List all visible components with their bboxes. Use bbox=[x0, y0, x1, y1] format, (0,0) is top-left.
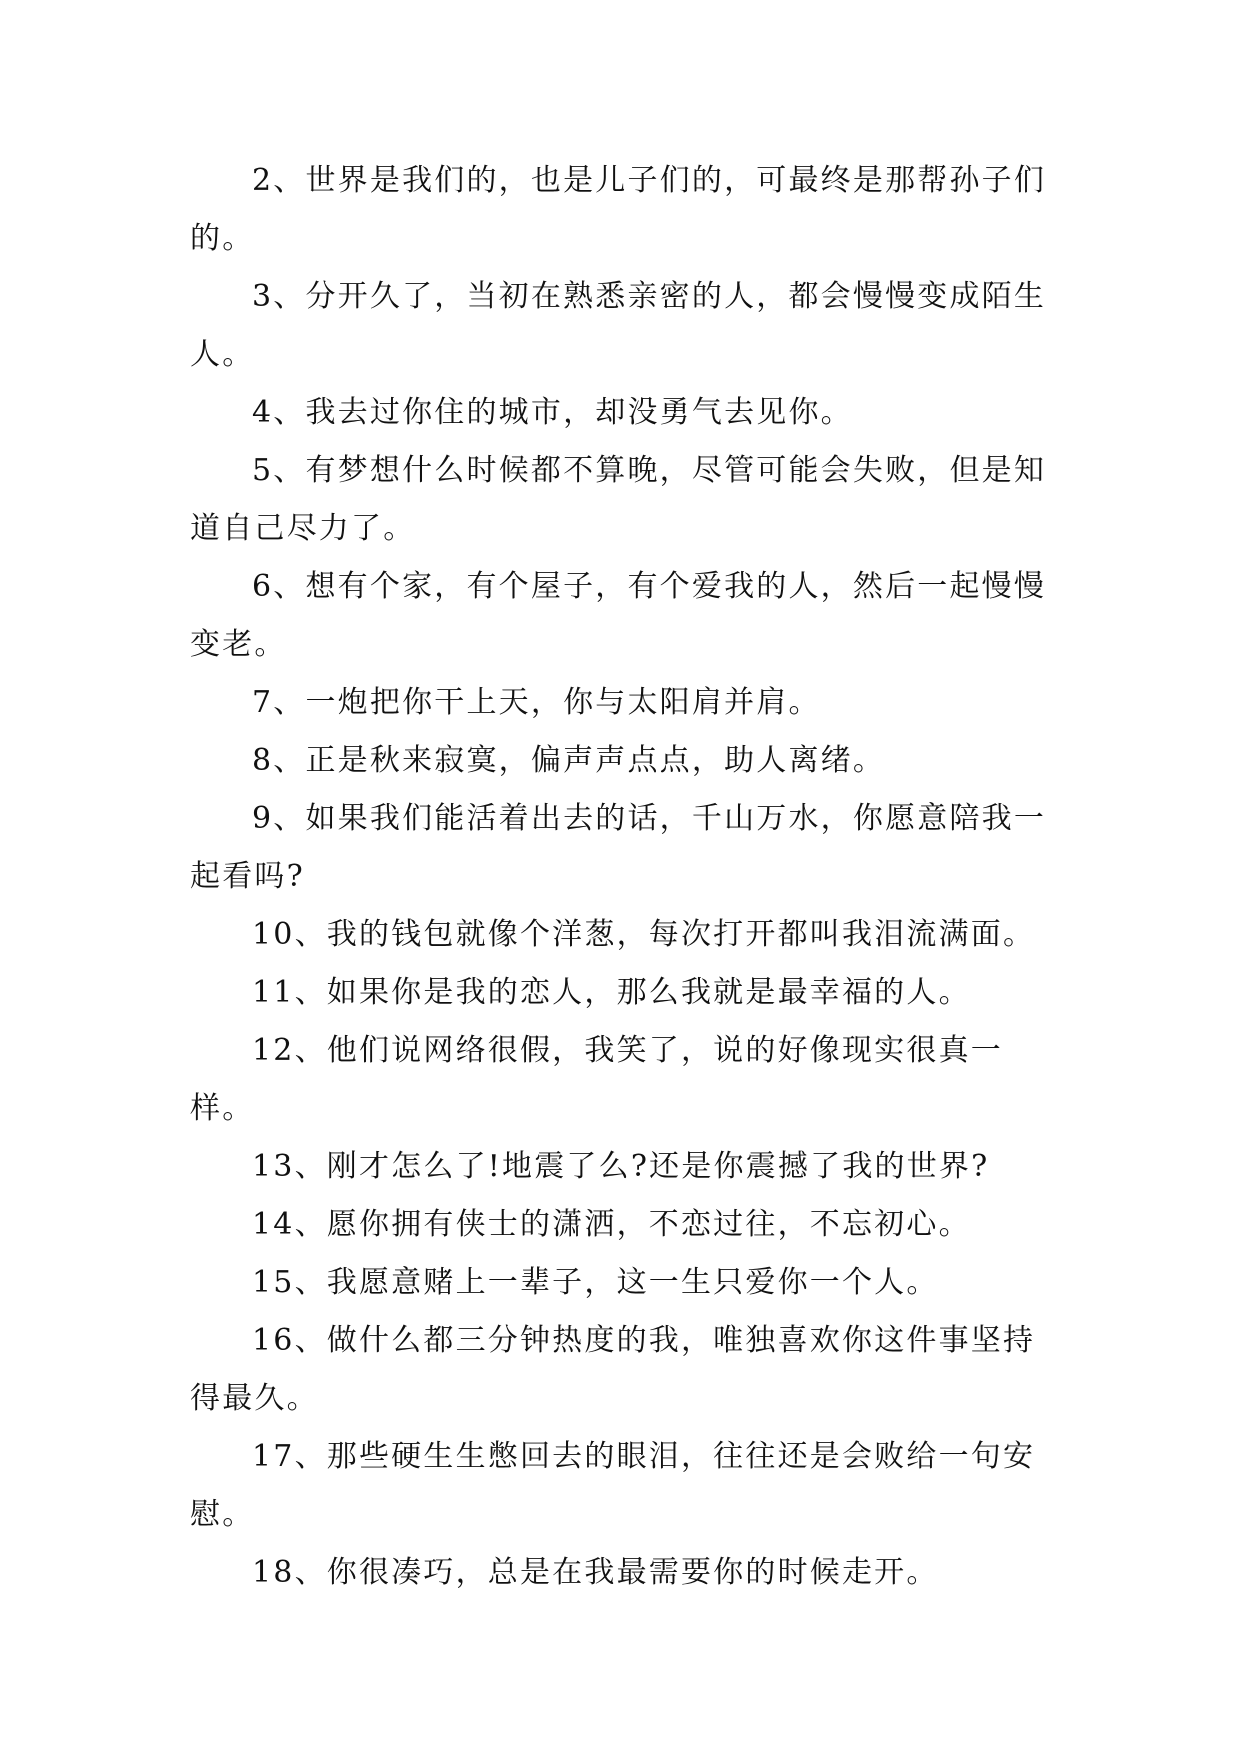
paragraph-12: 12、他们说网络很假，我笑了，说的好像现实很真一样。 bbox=[190, 1033, 1003, 1126]
paragraph-11: 11、如果你是我的恋人，那么我就是最幸福的人。 bbox=[252, 975, 971, 1010]
paragraph-15: 15、我愿意赌上一辈子，这一生只爱你一个人。 bbox=[252, 1265, 939, 1300]
paragraph-18: 18、你很凑巧，总是在我最需要你的时候走开。 bbox=[252, 1555, 939, 1590]
paragraph-13: 13、刚才怎么了!地震了么?还是你震撼了我的世界? bbox=[252, 1149, 990, 1184]
paragraph-6: 6、想有个家，有个屋子，有个爱我的人，然后一起慢慢变老。 bbox=[190, 569, 1047, 662]
paragraph-14: 14、愿你拥有侠士的潇洒，不恋过往，不忘初心。 bbox=[252, 1207, 971, 1242]
paragraph-4: 4、我去过你住的城市，却没勇气去见你。 bbox=[252, 395, 853, 430]
paragraph-16: 16、做什么都三分钟热度的我，唯独喜欢你这件事坚持得最久。 bbox=[190, 1323, 1036, 1416]
paragraph-10: 10、我的钱包就像个洋葱，每次打开都叫我泪流满面。 bbox=[252, 917, 1036, 952]
paragraph-8: 8、正是秋来寂寞，偏声声点点，助人离绪。 bbox=[252, 743, 886, 778]
paragraph-7: 7、一炮把你干上天，你与太阳肩并肩。 bbox=[252, 685, 821, 720]
paragraph-17: 17、那些硬生生憋回去的眼泪，往往还是会败给一句安慰。 bbox=[190, 1439, 1036, 1532]
paragraph-3: 3、分开久了，当初在熟悉亲密的人，都会慢慢变成陌生人。 bbox=[190, 279, 1047, 372]
paragraph-2: 2、世界是我们的，也是儿子们的，可最终是那帮孙子们的。 bbox=[190, 163, 1047, 256]
paragraph-9: 9、如果我们能活着出去的话，千山万水，你愿意陪我一起看吗? bbox=[190, 801, 1047, 894]
document-body bbox=[190, 152, 1058, 1602]
paragraph-5: 5、有梦想什么时候都不算晚，尽管可能会失败，但是知道自己尽力了。 bbox=[190, 453, 1047, 546]
